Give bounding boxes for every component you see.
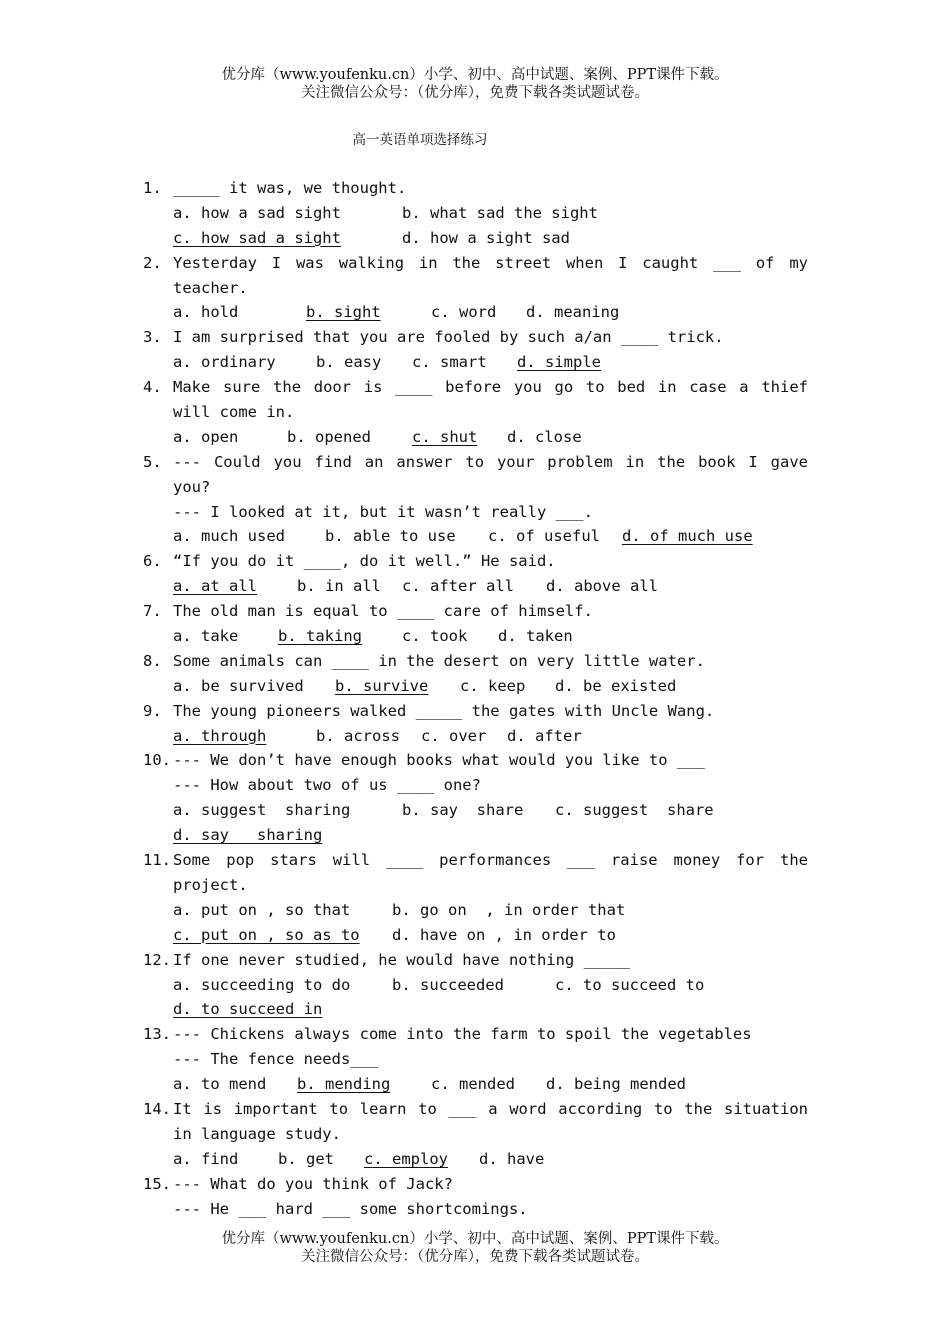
option-b-answer: b. taking <box>278 627 362 646</box>
header-line-2: 关注微信公众号：（优分库），免费下载各类试题试卷。 <box>301 85 649 101</box>
option-b: b. succeeded <box>392 975 504 994</box>
question-9 <box>143 699 808 724</box>
question-stem: Make sure the door is ____ before you go to bed in case a thief <box>173 378 808 397</box>
options-row <box>143 1147 808 1172</box>
header-line-1: 优分库（www.youfenku.cn）小学、初中、高中试题、案例、PPT课件下载。 <box>221 67 729 83</box>
question-stem: _____ it was, we thought. <box>173 179 407 197</box>
question-15 <box>143 1172 808 1197</box>
option-d: d. close <box>507 427 582 446</box>
footer-line-2: 关注微信公众号：（优分库），免费下载各类试题试卷。 <box>301 1249 649 1265</box>
options-row <box>143 973 808 998</box>
option-d-answer: d. to succeed in <box>173 1000 323 1019</box>
option-c: c. keep <box>460 676 526 695</box>
option-b: b. opened <box>287 427 371 446</box>
page-header <box>0 66 950 102</box>
option-d: d. being mended <box>546 1075 686 1094</box>
question-number: 4. <box>143 378 162 397</box>
question-number: 5. <box>143 452 162 471</box>
option-a: a. take <box>173 627 239 646</box>
question-stem-cont: in language study. <box>173 1124 341 1143</box>
option-c-answer: c. employ <box>364 1149 448 1168</box>
option-d: d. have <box>479 1149 545 1168</box>
options-row <box>143 350 808 375</box>
option-c-answer: c. shut <box>412 427 478 446</box>
question-number: 12. <box>143 950 171 969</box>
question-12 <box>143 948 808 973</box>
question-number: 14. <box>143 1099 171 1118</box>
question-number: 11. <box>143 851 171 870</box>
question-number: 8. <box>143 651 162 670</box>
question-7 <box>143 599 808 624</box>
question-2 <box>143 251 808 276</box>
footer-line-1: 优分库（www.youfenku.cn）小学、初中、高中试题、案例、PPT课件下载。 <box>221 1231 729 1247</box>
question-stem: The old man is equal to ____ care of himself. <box>173 602 593 621</box>
option-c-answer: c. put on , so as to <box>173 925 360 944</box>
question-stem: Some animals can ____ in the desert on very little water. <box>173 651 705 670</box>
options-row <box>143 997 808 1022</box>
option-b: b. able to use <box>325 527 456 546</box>
option-a: a. ordinary <box>173 353 276 372</box>
option-d: d. meaning <box>526 303 620 322</box>
option-b: b. go on , in order that <box>392 900 626 919</box>
option-d: d. be existed <box>555 676 677 695</box>
option-c: c. after all <box>402 577 514 596</box>
question-stem-cont: --- How about two of us ____ one? <box>173 776 481 795</box>
question-6 <box>143 549 808 574</box>
option-a-answer: a. through <box>173 726 267 745</box>
option-a: a. hold <box>173 303 239 322</box>
option-a: a. put on , so that <box>173 900 351 919</box>
question-number: 9. <box>143 701 162 720</box>
question-5 <box>143 450 808 475</box>
question-stem: The young pioneers walked _____ the gates with Uncle Wang. <box>173 701 715 720</box>
option-b-answer: b. mending <box>297 1075 391 1094</box>
question-4 <box>143 375 808 400</box>
question-13 <box>143 1022 808 1047</box>
question-stem: It is important to learn to ___ a word according to the situation <box>173 1099 808 1118</box>
question-stem-cont: will come in. <box>173 403 295 422</box>
option-d: d. how a sight sad <box>402 228 570 247</box>
option-b: b. say share <box>402 801 524 820</box>
options-row <box>143 923 808 948</box>
question-stem: I am surprised that you are fooled by such a/an ____ trick. <box>173 328 724 347</box>
options-row <box>143 798 808 823</box>
option-b: b. in all <box>297 577 381 596</box>
question-1 <box>143 176 808 201</box>
option-b: b. easy <box>316 353 382 372</box>
option-d: d. above all <box>546 577 658 596</box>
option-a: a. how a sad sight <box>173 203 341 222</box>
question-10 <box>143 748 808 773</box>
option-c: c. smart <box>412 353 487 372</box>
option-b: b. across <box>316 726 400 745</box>
question-number: 13. <box>143 1025 171 1044</box>
option-b-answer: b. survive <box>335 676 429 695</box>
question-8 <box>143 649 808 674</box>
question-stem: If one never studied, he would have nothing _____ <box>173 950 631 969</box>
options-row <box>143 724 808 749</box>
question-stem: Some pop stars will ____ performances ___ raise money for the <box>173 851 808 870</box>
question-number: 7. <box>143 602 162 621</box>
option-c: c. took <box>402 627 468 646</box>
question-list <box>143 176 808 1221</box>
option-c: c. word <box>431 303 497 322</box>
question-stem-cont: --- He ___ hard ___ some shortcomings. <box>173 1199 528 1218</box>
option-c: c. to succeed to <box>555 975 705 994</box>
question-stem-cont: teacher. <box>173 278 248 297</box>
option-a: a. suggest sharing <box>173 801 351 820</box>
question-stem: Yesterday I was walking in the street when I caught ___ of my <box>173 253 808 272</box>
option-a: a. to mend <box>173 1075 267 1094</box>
option-a: a. find <box>173 1149 239 1168</box>
options-row <box>143 425 808 450</box>
page-footer <box>0 1230 950 1266</box>
option-d: d. have on , in order to <box>392 925 616 944</box>
option-c: c. mended <box>431 1075 515 1094</box>
question-stem: “If you do it ____, do it well.” He said. <box>173 552 556 571</box>
question-number: 15. <box>143 1174 171 1193</box>
options-row <box>143 524 808 549</box>
option-c: c. suggest share <box>555 801 714 820</box>
option-c: c. over <box>421 726 487 745</box>
option-a: a. succeeding to do <box>173 975 351 994</box>
option-c-answer: c. how sad a sight <box>173 228 341 247</box>
options-row <box>143 300 808 325</box>
option-a: a. open <box>173 427 239 446</box>
option-a: a. be survived <box>173 676 304 695</box>
question-stem: --- We don’t have enough books what would you like to ___ <box>173 751 705 770</box>
question-14 <box>143 1097 808 1122</box>
page-title: 高一英语单项选择练习 <box>352 132 488 148</box>
option-b: b. get <box>278 1149 334 1168</box>
option-d-answer: d. of much use <box>622 527 753 546</box>
question-3 <box>143 325 808 350</box>
question-stem: --- Could you find an answer to your problem in the book I gave <box>173 452 808 471</box>
options-row <box>143 574 808 599</box>
options-row <box>143 674 808 699</box>
option-d-answer: d. simple <box>517 353 601 372</box>
options-row <box>143 823 808 848</box>
option-b-answer: b. sight <box>306 303 381 322</box>
option-c: c. of useful <box>488 527 600 546</box>
options-row <box>143 226 808 251</box>
question-number: 6. <box>143 552 162 571</box>
option-a: a. much used <box>173 527 285 546</box>
question-number: 10. <box>143 751 171 770</box>
options-row <box>143 1072 808 1097</box>
question-number: 3. <box>143 328 162 347</box>
option-a-answer: a. at all <box>173 577 257 596</box>
question-stem-cont: --- The fence needs___ <box>173 1050 379 1069</box>
question-stem-cont: project. <box>173 875 248 894</box>
options-row <box>143 624 808 649</box>
option-d: d. taken <box>498 627 573 646</box>
option-d: d. after <box>507 726 582 745</box>
question-number: 1. <box>143 179 162 197</box>
options-row <box>143 201 808 226</box>
question-stem: --- Chickens always come into the farm to spoil the vegetables <box>173 1025 752 1044</box>
option-b: b. what sad the sight <box>402 203 598 222</box>
question-stem-cont: you? <box>173 477 211 496</box>
option-d-answer: d. say sharing <box>173 826 323 845</box>
question-stem: --- What do you think of Jack? <box>173 1174 453 1193</box>
question-number: 2. <box>143 253 162 272</box>
question-stem-cont: --- I looked at it, but it wasn’t really ___. <box>173 502 593 521</box>
question-11 <box>143 848 808 873</box>
options-row <box>143 898 808 923</box>
